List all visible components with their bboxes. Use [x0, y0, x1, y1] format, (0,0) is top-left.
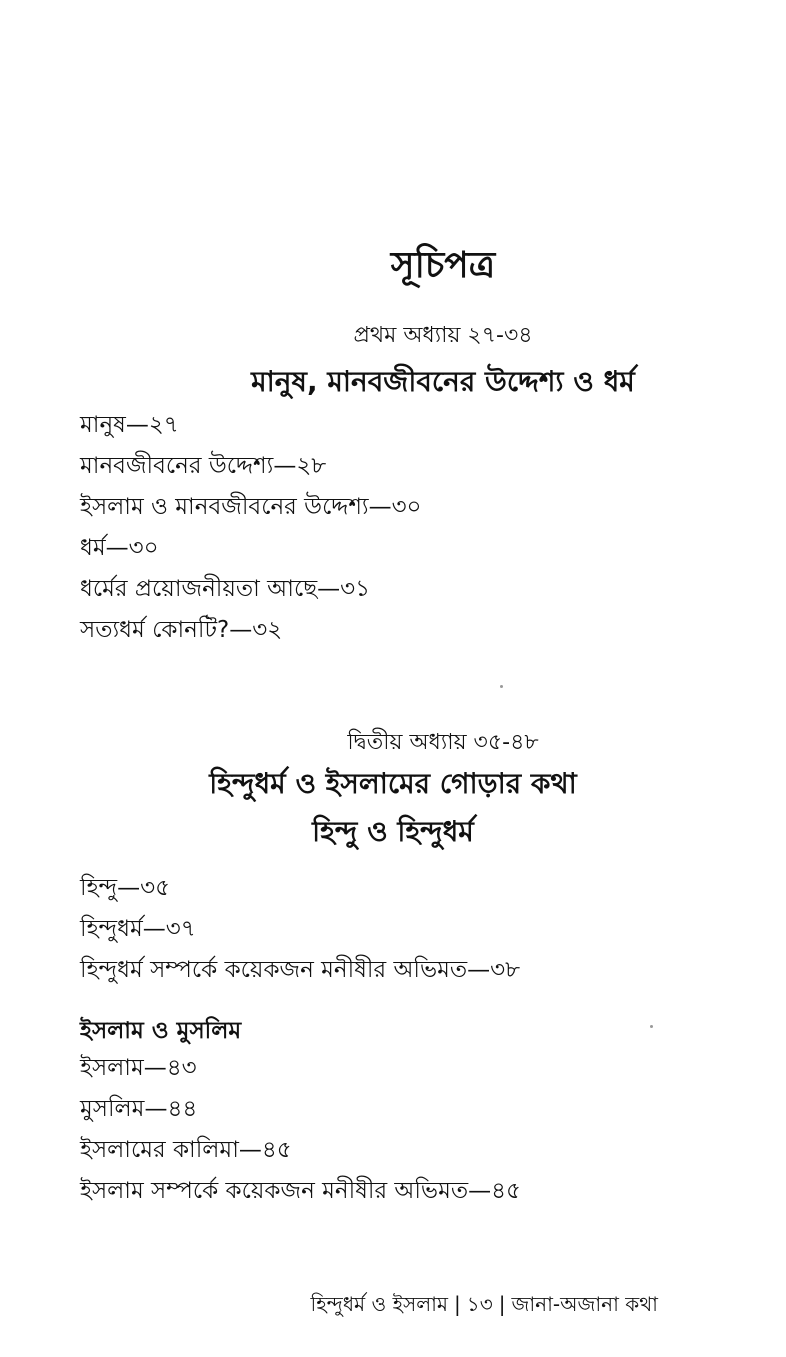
toc-item: হিন্দুধর্ম সম্পর্কে কয়েকজন মনীষীর অভিমত—৩৮: [80, 957, 521, 983]
footer-series-title: জানা-অজানা কথা: [511, 1292, 658, 1316]
page-title: সূচিপত্র: [390, 245, 496, 286]
toc-item: হিন্দু—৩৫: [80, 875, 170, 901]
scan-speck: [650, 1025, 653, 1028]
toc-item: ইসলাম—৪৩: [80, 1055, 197, 1081]
chapter-2-label: দ্বিতীয় অধ্যায় ৩৫-৪৮: [347, 730, 539, 755]
toc-item: ধর্ম—৩০: [80, 535, 159, 561]
chapter-1-heading: মানুষ, মানবজীবনের উদ্দেশ্য ও ধর্ম: [251, 365, 635, 398]
chapter-1-toc: [80, 405, 422, 651]
toc-item: ইসলাম ও মানবজীবনের উদ্দেশ্য—৩০: [80, 494, 422, 520]
scan-speck: [500, 685, 503, 688]
footer-separator: |: [454, 1292, 461, 1316]
toc-item: সত্যধর্ম কোনটি?—৩২: [80, 617, 283, 643]
toc-item: মানবজীবনের উদ্দেশ্য—২৮: [80, 453, 327, 479]
chapter-2-subheading: হিন্দু ও হিন্দুধর্ম: [312, 815, 474, 848]
footer-book-title: হিন্দুধর্ম ও ইসলাম: [310, 1292, 448, 1316]
section-toc: [80, 1048, 521, 1212]
footer-page-number: ১৩: [466, 1292, 493, 1316]
page-footer: [311, 1290, 658, 1323]
footer-separator: |: [498, 1292, 506, 1316]
toc-item: মানুষ—২৭: [80, 412, 179, 438]
toc-item: ইসলামের কালিমা—৪৫: [80, 1137, 292, 1163]
toc-item: হিন্দুধর্ম—৩৭: [80, 916, 196, 942]
chapter-1-label: প্রথম অধ্যায় ২৭-৩৪: [353, 323, 533, 348]
toc-item: ধর্মের প্রয়োজনীয়তা আছে—৩১: [80, 576, 371, 602]
toc-item: মুসলিম—৪৪: [80, 1096, 198, 1122]
chapter-2-toc: [80, 868, 520, 991]
chapter-2-heading: হিন্দুধর্ম ও ইসলামের গোড়ার কথা: [209, 767, 577, 800]
toc-item: ইসলাম সম্পর্কে কয়েকজন মনীষীর অভিমত—৪৫: [80, 1178, 521, 1204]
section-heading: ইসলাম ও মুসলিম: [80, 1018, 242, 1044]
